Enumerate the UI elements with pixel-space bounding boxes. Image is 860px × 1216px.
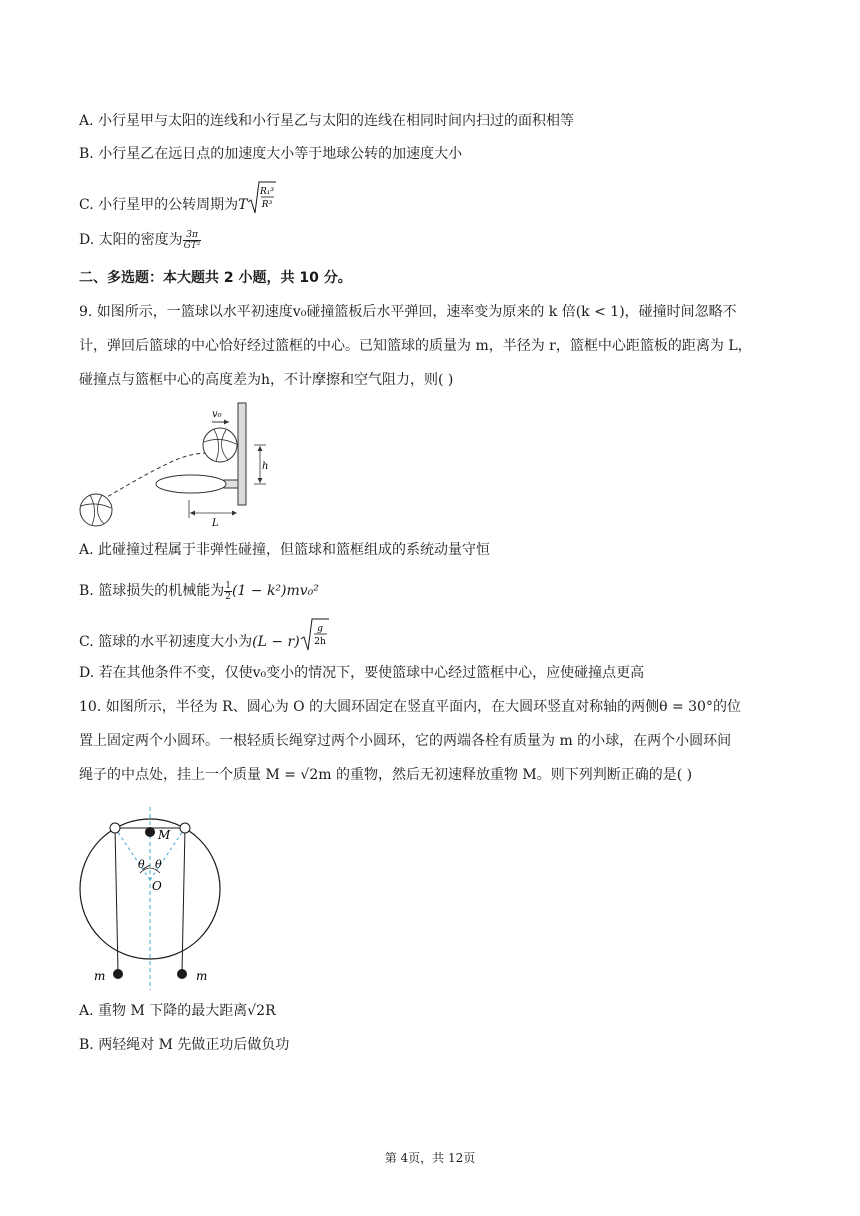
q9-option-c-den: 2h: [313, 637, 326, 647]
q8-option-c-t: T: [238, 197, 248, 213]
label-M: M: [158, 828, 171, 842]
q9-option-c-text: C. 篮球的水平初速度大小为: [79, 634, 253, 650]
label-h: h: [262, 461, 269, 472]
q8-option-c-sqrt: [247, 180, 277, 230]
q9-option-c-sqrt: [300, 617, 330, 667]
ball-rebound: [80, 494, 112, 526]
label-m-left: m: [94, 969, 106, 983]
q9-option-a: A. 此碰撞过程属于非弹性碰撞，但篮球和篮框组成的系统动量守恒: [79, 542, 491, 558]
big-ring: [80, 819, 220, 959]
q8-option-c-num: R₁³: [260, 187, 275, 197]
q10-stem-line3: 绳子的中点处，挂上一个质量 M = √2m 的重物，然后无初速释放重物 M。则下列判断正确的是( ): [79, 767, 693, 783]
q9-option-b-num: 1: [225, 580, 231, 591]
q9-option-c: [79, 617, 330, 653]
q9-option-b-frac: [224, 581, 232, 602]
q8-option-c-den: R³: [262, 200, 273, 210]
q8-option-d-text: D. 太阳的密度为: [79, 232, 183, 248]
q9-stem-line1: 9. 如图所示，一篮球以水平初速度v₀碰撞篮板后水平弹回，速率变为原来的 k 倍(k < 1)，碰撞时间忽略不: [79, 304, 737, 320]
q8-option-b: B. 小行星乙在远日点的加速度大小等于地球公转的加速度大小: [79, 146, 463, 162]
small-ring-right: [180, 823, 190, 833]
ball-at-backboard: [203, 428, 237, 462]
q10-option-a: A. 重物 M 下降的最大距离√2R: [79, 1003, 276, 1019]
label-v0: v₀: [212, 409, 222, 420]
q9-stem-line2: 计，弹回后篮球的中心恰好经过篮框的中心。已知篮球的质量为 m，半径为 r，篮框中心距篮板的距离为 L，: [79, 338, 752, 354]
q10-option-b: B. 两轻绳对 M 先做正功后做负功: [79, 1037, 290, 1053]
q9-option-b: [79, 576, 319, 606]
hoop: [156, 475, 226, 493]
q9-basketball-figure: [76, 400, 276, 530]
q8-option-d: [79, 226, 201, 254]
label-m-right: m: [196, 969, 208, 983]
q9-option-b-text: B. 篮球损失的机械能为: [79, 583, 225, 599]
backboard: [238, 403, 246, 505]
label-L: L: [212, 518, 219, 529]
mass-right: [177, 969, 187, 979]
mass-left: [113, 969, 123, 979]
q9-option-c-pre: (L − r): [252, 634, 300, 650]
q9-option-b-den: 2: [225, 591, 231, 602]
q8-option-c-text: C. 小行星甲的公转周期为: [79, 197, 239, 213]
q10-ring-figure: [70, 805, 230, 990]
q9-option-b-rest: (1 − k²)mv₀²: [231, 583, 319, 599]
q8-option-d-den: GT²: [183, 240, 201, 251]
q8-option-d-frac: [183, 230, 202, 251]
weight-M: [145, 827, 155, 837]
q9-option-d: D. 若在其他条件不变，仅使v₀变小的情况下，要使篮球中心经过篮框中心，应使碰撞点更高: [79, 665, 645, 681]
q8-option-c: [79, 180, 277, 216]
label-theta-right: θ: [155, 858, 162, 871]
page-footer: 第 4页，共 12页: [384, 1151, 476, 1165]
label-O: O: [152, 879, 162, 893]
q8-option-d-num: 3π: [183, 230, 202, 241]
label-theta-left: θ: [138, 858, 145, 871]
q9-stem-line3: 碰撞点与篮框中心的高度差为h，不计摩擦和空气阻力，则( ): [79, 372, 454, 388]
q10-stem-line2: 置上固定两个小圆环。一根轻质长绳穿过两个小圆环，它的两端各栓有质量为 m 的小球，在两个小圆环间: [79, 733, 732, 749]
q8-option-a: A. 小行星甲与太阳的连线和小行星乙与太阳的连线在相同时间内扫过的面积相等: [79, 113, 575, 129]
q10-stem-line1: 10. 如图所示，半径为 R、圆心为 O 的大圆环固定在竖直平面内，在大圆环竖直对称轴的两侧θ = 30°的位: [79, 699, 741, 715]
section-title: 二、多选题：本大题共 2 小题，共 10 分。: [79, 270, 352, 286]
radius-left: [115, 828, 150, 880]
small-ring-left: [110, 823, 120, 833]
q9-option-c-num: g: [316, 624, 323, 634]
